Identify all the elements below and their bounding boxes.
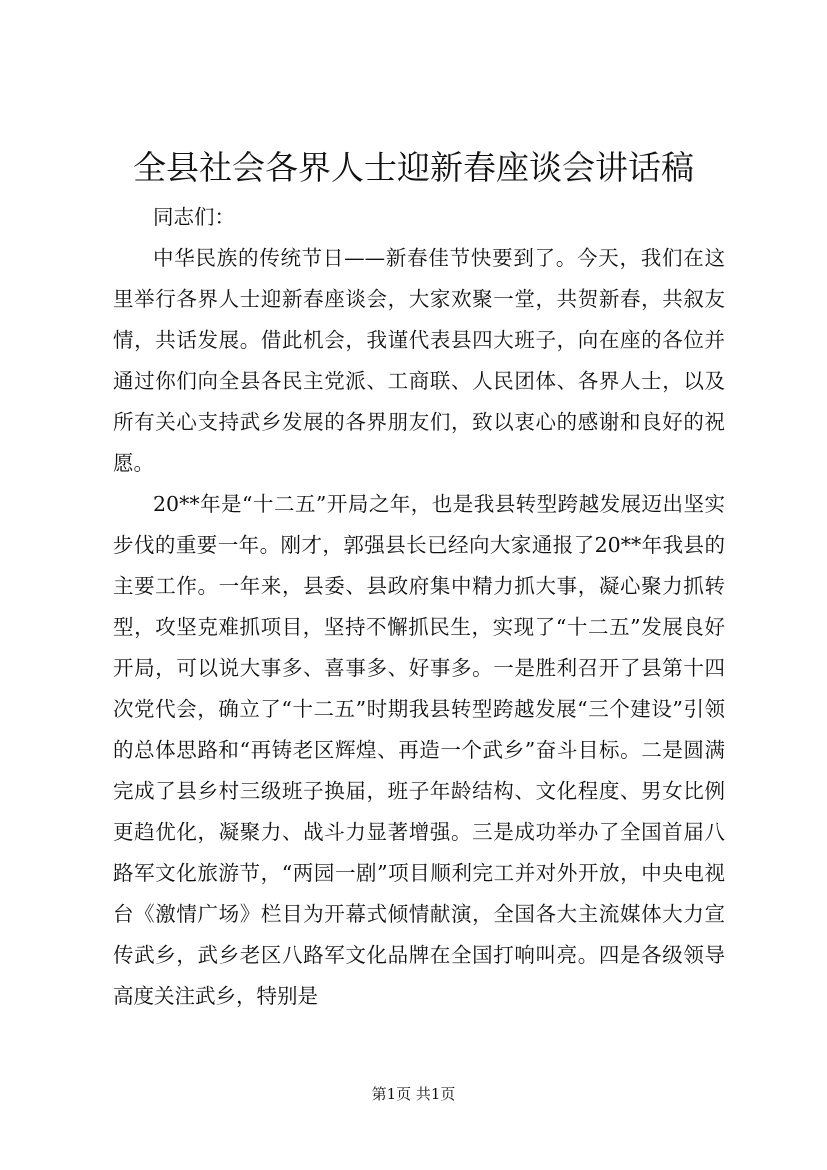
document-title: 全县社会各界人士迎新春座谈会讲话稿 (133, 148, 694, 187)
paragraph-2: 20**年是“十二五”开局之年，也是我县转型跨越发展迈出坚实步伐的重要一年。刚才，郭强县长已经向大家通报了20**年我县的主要工作。一年来，县委、县政府集中精力抓大事，凝心聚力抓转型，攻坚克难抓项目，坚持不懈抓民生，实现了“十二五”发展良好开局，可以说大事多、喜事多、好事多。一是胜利召开了县第十四次党代会，确立了“十二五”时期我县转型跨越发展“三个建设”引领的总体思路和“再铸老区辉煌、再造一个武乡”奋斗目标。二是圆满完成了县乡村三级班子换届，班子年龄结构、文化程度、男女比例更趋优化，凝聚力、战斗力显著增强。三是成功举办了全国首届八路军文化旅游节，“两园一剧”项目顺利完工并对外开放，中央电视台《激情广场》栏目为开幕式倾情献演，全国各大主流媒体大力宣传武乡，武乡老区八路军文化品牌在全国打响叫亮。四是各级领导高度关注武乡，特别是 (113, 492, 725, 1008)
paragraph-1: 中华民族的传统节日——新春佳节快要到了。今天，我们在这里举行各界人士迎新春座谈会，大家欢聚一堂，共贺新春，共叙友情，共话发展。借此机会，我谨代表县四大班子，向在座的各位并通过你们向全县各民主党派、工商联、人民团体、各界人士，以及所有关心支持武乡发展的各界朋友们，致以衷心的感谢和良好的祝愿。 (113, 246, 725, 475)
salutation: 同志们： (153, 205, 235, 229)
page-footer: 第1页 共1页 (371, 1085, 456, 1103)
